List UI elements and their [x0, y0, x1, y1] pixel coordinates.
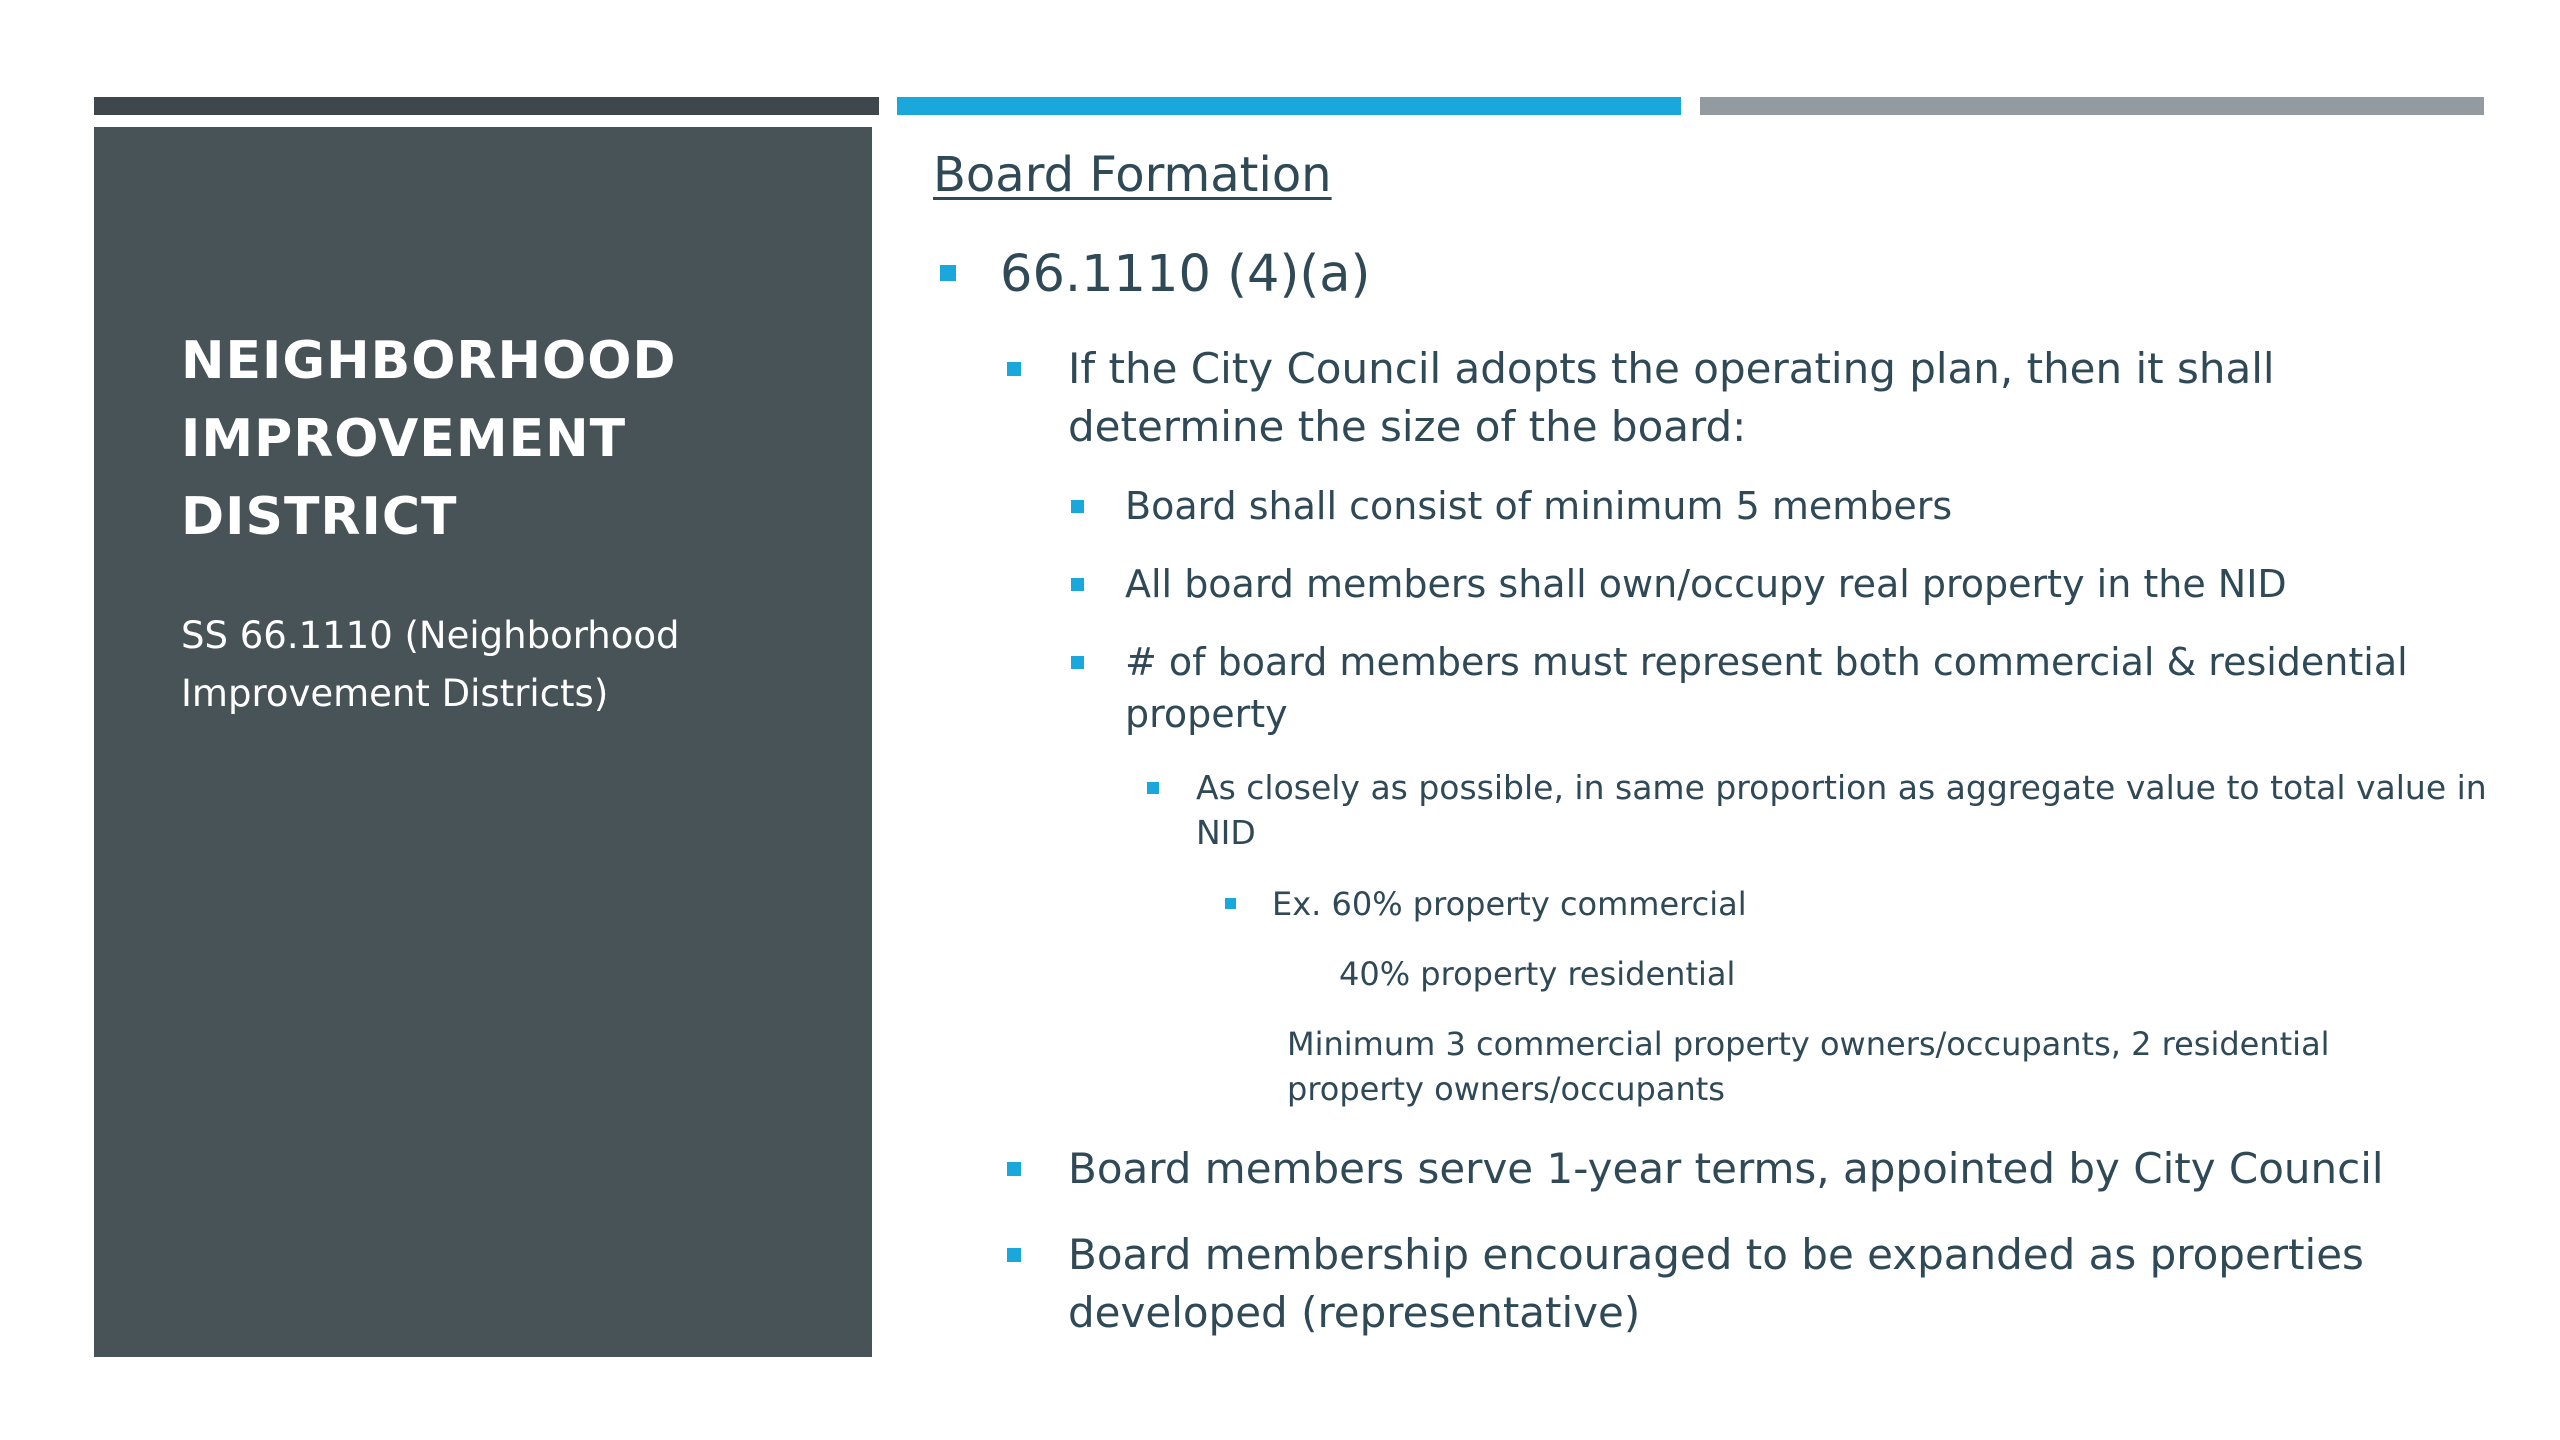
list-item: All board members shall own/occupy real property in the NID — [1125, 562, 2287, 606]
slide-subtitle: SS 66.1110 (Neighborhood Improvement Districts) — [181, 614, 680, 715]
bullet-square-icon — [1071, 500, 1084, 513]
list-item: Board shall consist of minimum 5 members — [1125, 484, 1953, 528]
bullet-square-icon — [1007, 362, 1021, 376]
list-item: 40% property residential — [1339, 955, 1736, 993]
bullet-square-icon — [1071, 578, 1084, 591]
bullet-square-icon — [1007, 1162, 1021, 1176]
bullet-square-icon — [1007, 1248, 1021, 1262]
list-item: 66.1110 (4)(a) — [1000, 245, 1371, 304]
bullet-square-icon — [940, 265, 956, 281]
bullet-square-icon — [1147, 782, 1159, 794]
bullet-square-icon — [1225, 898, 1236, 909]
list-item: Minimum 3 commercial property owners/occupants, 2 residential property owners/occupants — [1287, 1025, 2330, 1108]
slide-title: NEIGHBORHOOD IMPROVEMENT DISTRICT — [181, 331, 677, 547]
section-heading: Board Formation — [933, 147, 1332, 203]
list-item: Ex. 60% property commercial — [1272, 885, 1747, 923]
list-item: # of board members must represent both commercial & residential property — [1125, 640, 2408, 736]
list-item: Board members serve 1-year terms, appointed by City Council — [1068, 1144, 2384, 1193]
list-item: If the City Council adopts the operating plan, then it shall determine the size of the board: — [1068, 344, 2275, 451]
list-item: Board membership encouraged to be expanded as properties developed (representative) — [1068, 1230, 2364, 1337]
bullet-square-icon — [1071, 656, 1084, 669]
list-item: As closely as possible, in same proportion as aggregate value to total value in NID — [1196, 768, 2487, 852]
